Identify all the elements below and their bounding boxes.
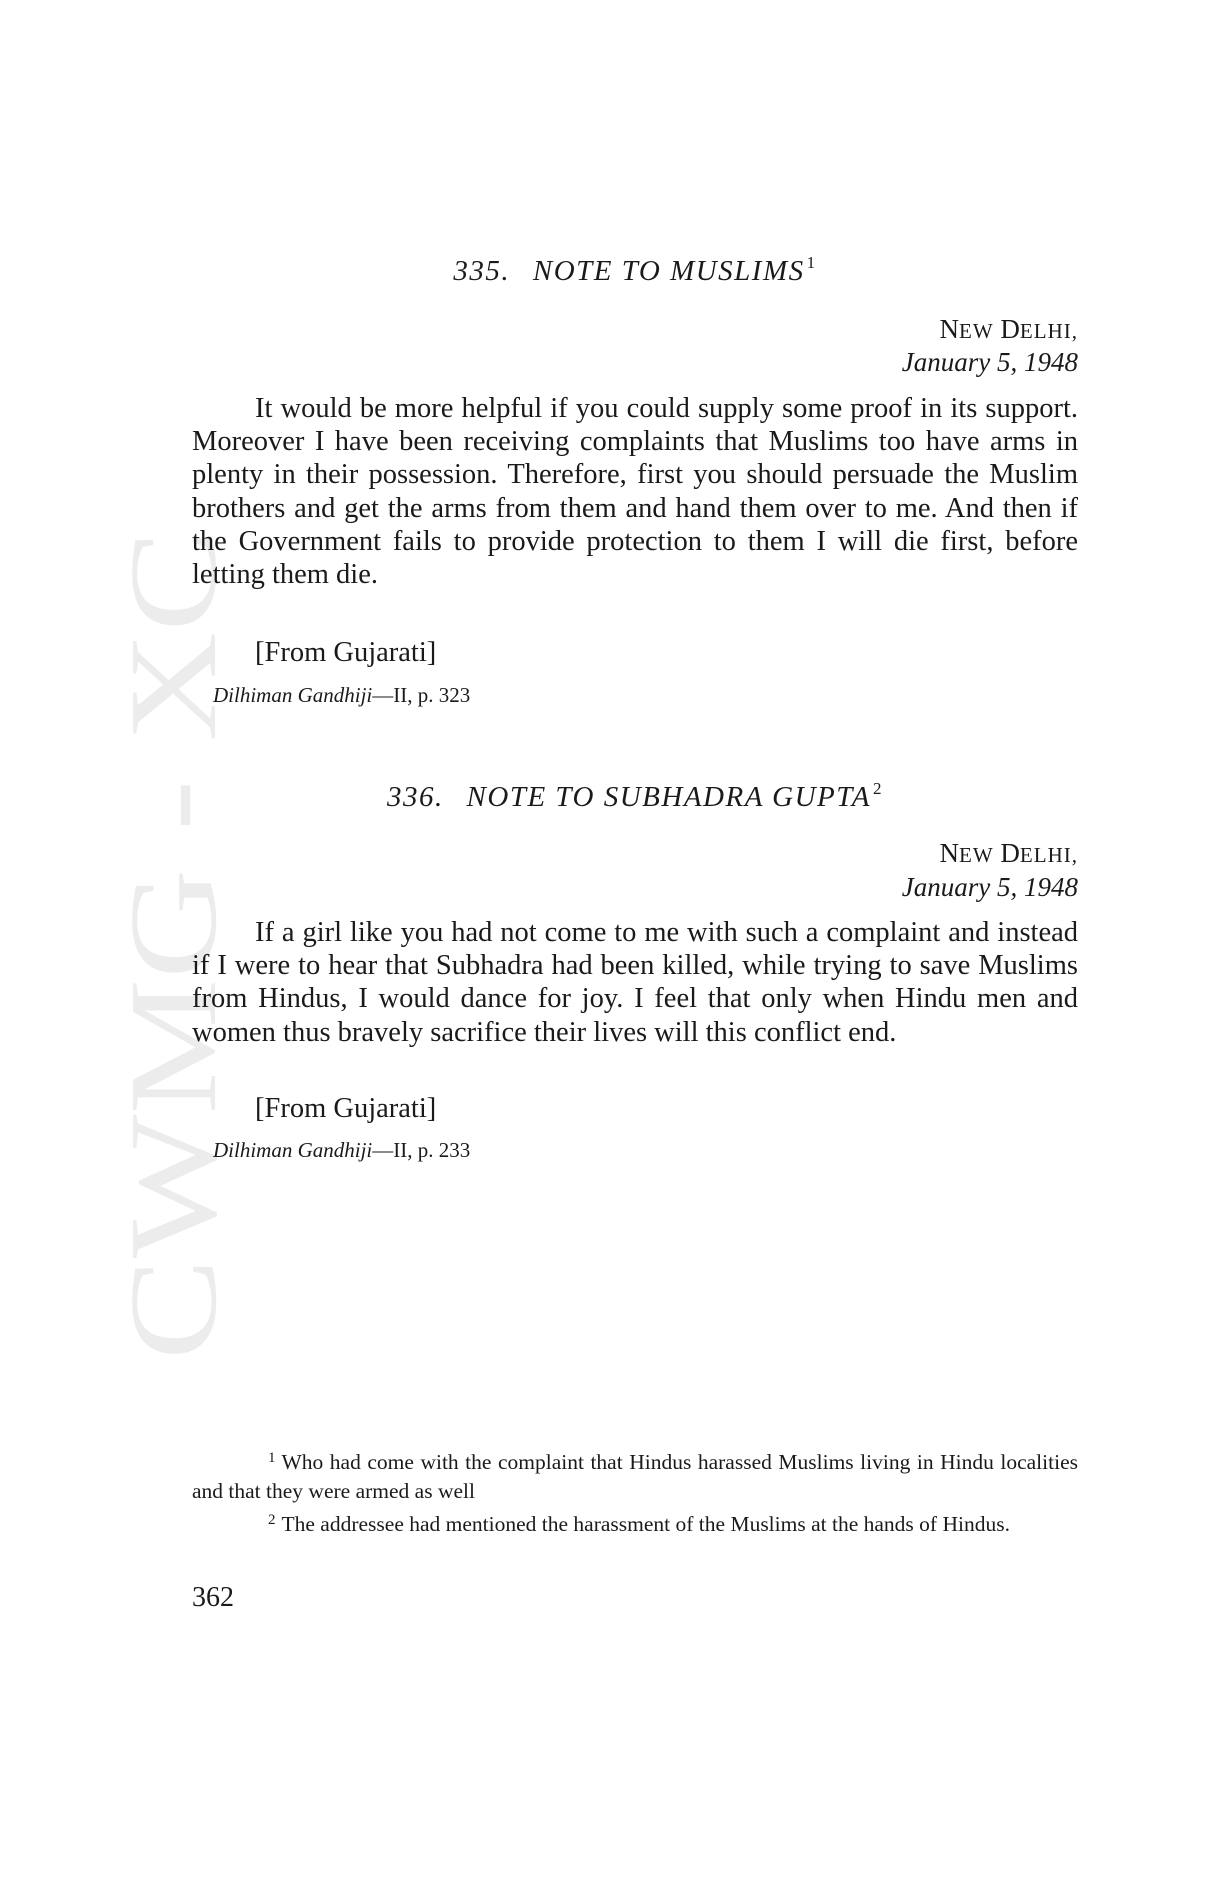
footnote-ref: 1 (806, 253, 817, 272)
dateline-place: NEW DELHI, (939, 314, 1078, 344)
footnotes (192, 1444, 1078, 1539)
page-number: 362 (192, 1582, 234, 1613)
source-language: [From Gujarati] (255, 637, 437, 668)
watermark-text: CWMG - XC (105, 679, 243, 1360)
dateline-place: NEW DELHI, (939, 838, 1078, 868)
dateline-date: January 5, 1948 (901, 872, 1078, 902)
body-paragraph: If a girl like you had not come to me with such a complaint and instead if I were to hear that Subhadra had been killed, while trying to save Muslims from Hindus, I would dance for joy. I feel that only when Hindu men and women thus bravely sacrifice their lives will this conflict end. (192, 917, 1078, 1048)
section-number: 335. (453, 255, 511, 287)
section-title (192, 779, 1078, 814)
footnote-ref: 2 (872, 779, 883, 798)
footnote: $^2$ The addressee had mentioned the harassment of the Muslims at the hands of Hindus. (268, 1512, 1010, 1536)
footnote: $^1$ Who had come with the complaint that Hindus harassed Muslims living in Hindu localities and that they were armed as well (192, 1450, 1078, 1503)
citation: Dilhiman Gandhiji—II, p. 233 (213, 1138, 471, 1162)
section-number: 336. (387, 781, 444, 813)
section-heading: NOTE TO MUSLIMS (532, 255, 805, 287)
section-heading: NOTE TO SUBHADRA GUPTA (466, 781, 871, 813)
source-language: [From Gujarati] (255, 1093, 437, 1124)
section-title (192, 253, 1078, 288)
body-paragraph: It would be more helpful if you could supply some proof in its support. Moreover I have been receiving complaints that Muslims too have arms in plenty in their possession. Therefore, first you should persuade the Muslim brothers and get the arms from them and hand them over to me. And then if the Government fails to provide protection to them I will die first, before letting them die. (192, 393, 1078, 591)
dateline-date: January 5, 1948 (901, 347, 1078, 377)
citation: Dilhiman Gandhiji—II, p. 323 (213, 683, 471, 707)
